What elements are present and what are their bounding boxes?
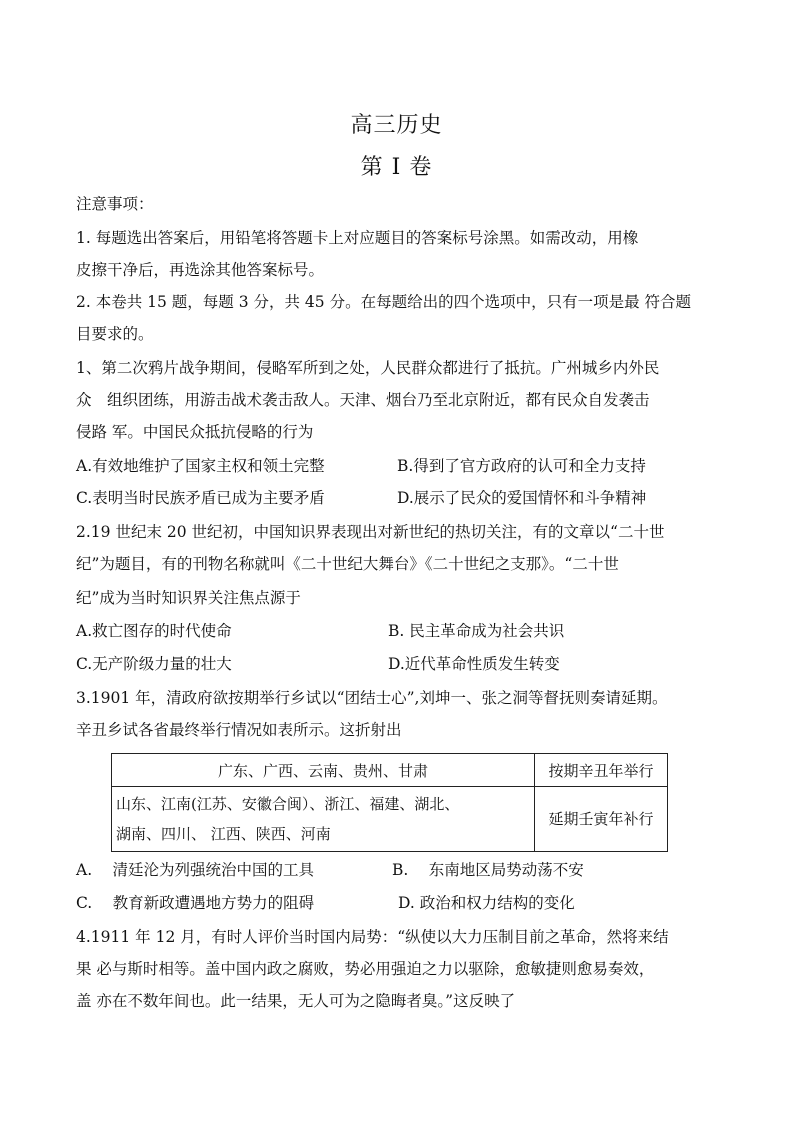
q4-stem-line-3: 盖 亦在不数年间也。此一结果，无人可为之隐晦者臭。”这反映了 [76,992,516,1010]
q3-stem-line-1: 3.1901 年，清政府欲按期举行乡试以“团结士心”,刘坤一、张之洞等督抚则奏请延期。 [76,689,668,707]
q1-stem-line-2: 众 组织团练，用游击战术袭击敌人。天津、烟台乃至北京附近，都有民众自发袭击 [76,391,650,409]
table-cell-line: 湖南、四川、 江西、陕西、河南 [116,825,331,843]
q1-stem-line-3: 侵路 军。中国民众抵抗侵略的行为 [76,423,314,441]
q4-stem-line-1: 4.1911 年 12 月，有时人评价当时国内局势：“纵使以大力压制目前之革命，然将来结 [76,928,669,946]
notice-heading: 注意事项： [76,195,154,213]
table-cell: 广东、广西、云南、贵州、甘肃 [112,754,535,787]
table-cell [112,787,535,852]
table-row [112,787,668,852]
table-cell: 延期壬寅年补行 [535,787,668,852]
q3-province-table [111,753,668,852]
volume-title: 第 I 卷 [360,155,433,180]
q3-option-d: D. 政治和权力结构的变化 [398,894,575,912]
exam-title: 高三历史 [350,113,443,138]
notice-item-2-line-2: 目要求的。 [76,325,154,343]
table-cell-line: 山东、江南(江苏、安徽合闽）、浙江、福建、湖北、 [116,795,460,813]
q2-option-d: D.近代革命性质发生转变 [388,655,560,673]
q3-stem-line-2: 辛丑乡试各省最终举行情况如表所示。这折射出 [76,721,402,739]
q3-option-b: B. 东南地区局势动荡不安 [392,861,584,879]
q1-option-d: D.展示了民众的爱国情怀和斗争精神 [397,489,647,507]
q1-stem-line-1: 1、第二次鸦片战争期间，侵略军所到之处，人民群众都进行了抵抗。广州城乡内外民 [76,359,660,377]
q2-option-a: A.救亡图存的时代使命 [76,622,232,640]
q2-option-b: B. 民主革命成为社会共识 [388,622,565,640]
notice-item-2-line-1: 2. 本卷共 15 题，每题 3 分，共 45 分。在每题给出的四个选项中，只有一项是最 符合题 [76,293,692,311]
q2-stem-line-2: 纪”为题目，有的刊物名称就叫《二十世纪大舞台》《二十世纪之支那》。“二十世 [76,555,619,573]
q1-option-b: B.得到了官方政府的认可和全力支持 [397,457,646,475]
table-cell: 按期辛丑年举行 [535,754,668,787]
q3-option-c: C. 教育新政遭遇地方势力的阻碍 [76,894,315,912]
q2-stem-line-3: 纪”成为当时知识界关注焦点源于 [76,589,301,607]
q2-stem-line-1: 2.19 世纪末 20 世纪初，中国知识界表现出对新世纪的热切关注，有的文章以“二十世 [76,523,665,541]
q2-option-c: C.无产阶级力量的壮大 [76,655,232,673]
q3-option-a: A. 清廷沦为列强统治中国的工具 [76,861,315,879]
q4-stem-line-2: 果 必与斯时相等。盖中国内政之腐败，势必用强迫之力以驱除，愈敏捷则愈易奏效， [76,960,655,978]
q1-option-a: A.有效地维护了国家主权和领土完整 [76,457,325,475]
table-row [112,754,668,787]
q1-option-c: C.表明当时民族矛盾已成为主要矛盾 [76,489,325,507]
notice-item-1-line-1: 1. 每题选出答案后，用铅笔将答题卡上对应题目的答案标号涂黑。如需改动，用橡 [76,229,639,247]
notice-item-1-line-2: 皮擦干净后，再选涂其他答案标号。 [76,261,325,279]
